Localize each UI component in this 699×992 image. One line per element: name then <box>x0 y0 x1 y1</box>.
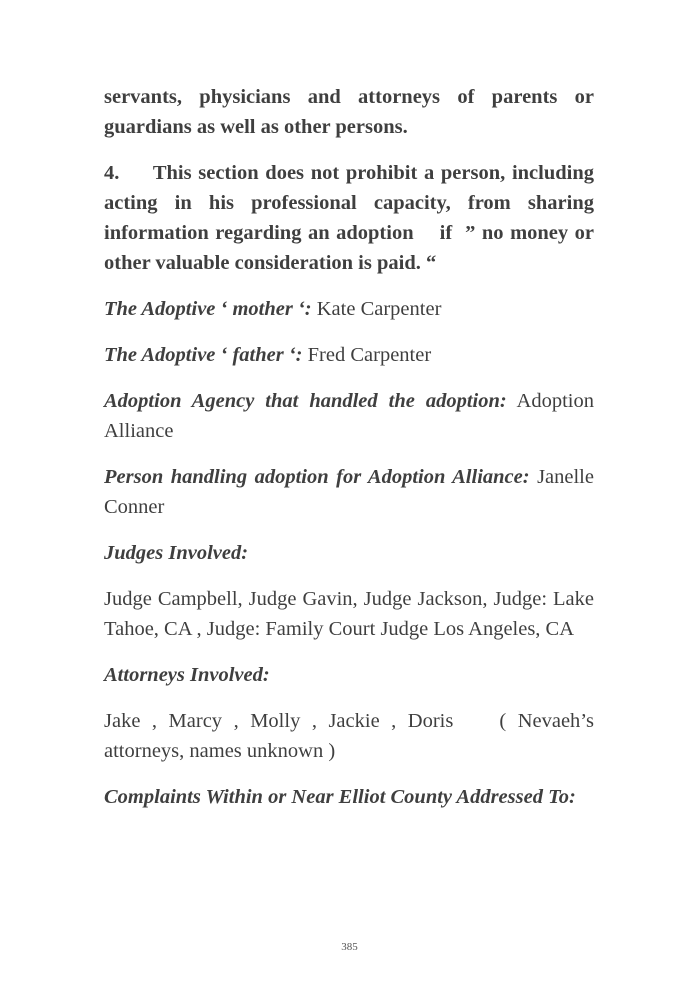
attorneys-list: Jake , Marcy , Molly , Jackie , Doris ( Nevaeh’s attorneys, names unknown ) <box>104 710 594 762</box>
paragraph-section-4: 4. This section does not prohibit a person, including acting in his professional capacity, from sharing information regarding an adoption if ” no money or other valuable consideration is paid. “ <box>104 162 594 274</box>
field-adoptive-father <box>104 340 594 370</box>
field-value: Adoption Alliance <box>104 390 594 442</box>
field-label: The Adoptive ‘ father ‘: <box>104 344 303 366</box>
field-label: The Adoptive ‘ mother ‘: <box>104 298 312 320</box>
field-adoptive-mother <box>104 294 594 324</box>
field-value: Kate Carpenter <box>311 298 442 320</box>
field-label: Person handling adoption for Adoption Alliance: <box>104 466 530 488</box>
paragraph-servants: servants, physicians and attorneys of parents or guardians as well as other persons. <box>104 86 594 138</box>
page-number: 385 <box>341 941 358 953</box>
judges-heading: Judges Involved: <box>104 542 249 564</box>
page-content <box>104 82 594 812</box>
complaints-heading: Complaints Within or Near Elliot County Addressed To: <box>104 786 576 808</box>
field-adoption-handler <box>104 462 594 522</box>
field-label: Adoption Agency that handled the adoption: <box>104 390 507 412</box>
field-value: Fred Carpenter <box>302 344 432 366</box>
field-adoption-agency <box>104 386 594 446</box>
judges-list: Judge Campbell, Judge Gavin, Judge Jackson, Judge: Lake Tahoe, CA , Judge: Family Court Judge Los Angeles, CA <box>104 588 594 640</box>
field-value: Janelle Conner <box>104 466 594 518</box>
attorneys-heading: Attorneys Involved: <box>104 664 270 686</box>
